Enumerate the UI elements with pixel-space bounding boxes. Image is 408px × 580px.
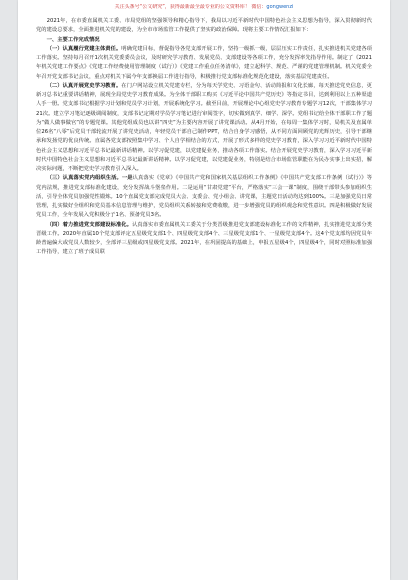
wechat-link[interactable]: gongwenzi [266,4,294,10]
subheading-4: （四）着力推进党支部建设标准化。 [46,221,132,228]
body-1: 明确党建目标，督促指导各党支部开展工作，坚持一级抓一级，层层压实工作责任，扎实推进机关党建各项工作落实。坚持每月召开1次机关党委委员会议，及时研究学习教育、发展党员、支部建设等各项工作，充分发挥率先指导作用。制定了《2021年机关党建工作要点》《党建工作经费使用管理制度（试行）》《党建工作重点任务清单》，建立起科学、规范、严谨的党建管理机制。机关党委全年召开党支部书记会议，重点对机关下属今年支部换届工作进行指导，积极推行党支部标准化规范化建设，落实基层党建责任。 [36,45,372,80]
paragraph-branch-standardization [36,221,372,258]
subheading-2: （二）认真开展党史学习教育。 [46,82,122,89]
promo-banner [36,4,372,11]
intro-paragraph: 2021年，在市委直属机关工委、市局党组的坚强领导和精心指导下，我局以习近平新时代中国特色社会主义思想为指导，深入贯彻新时代党的建设总要求，全面推进机关党的建设，为全市市场监管工作提供了坚实的政治保障。现将主要工作情况汇报如下： [36,18,372,34]
subheading-1: （一）认真履行党建主体责任。 [46,45,122,52]
section-heading-1: 一、主要工作完成情况 [46,36,100,43]
body-3: 认真落实《党章》《中国共产党和国家机关基层组织工作条例》《中国共产党支部工作条例（试行）》等党内法规，推进党支部标准化建设，充分发挥战斗堡垒作用。二是运用“甘肃党建”平台，严格落实“三会一课”制度，围绕干部带头参加组织生活，引导全体党员加强党性锻炼。10个直属党支部完成党员大会、支委会、党小组会、讲党课，主题党日活动均达到100%。三是加强党员日常管理，扎实做好全组织和党员基本信息管理与维护，党员组织关系转接和党费收缴，进一步增强党员的组织观念和党性意识。四是积极做好发展党员工作，全年发展入党积极分子1名、预备党员3名。 [36,175,372,219]
body-2: 在门户网站设立机关党建专栏，分为每天学党史、习语金句、活动简报和文化长廊，每天推送党史信息，更新习总书记重要讲话精神，展现全局党史学习教育成果。为全体干部职工购买《习近平论中国共产党历史》等指定书目，达到利用以上五种渠道人手一册。党支部书记根据学习计划和党员学习计划，开展系统化学习。截至目前，开展理论中心组党史学习教育专题学习12次，干部集体学习21次。建立学习笔记逐级调阅制度，支部书记定期对学员学习笔记进行审阅签字，切实做到真学、细学、深学。党组书记给全体干部职工作了题为“做人做事做官”的专题党课。其他党组成员也以讲“四史”为主要内容开展了讲党课活动。从4月开始，在每周一集体学习时，局机关及直属单位26名“八零”后党员干部轮流开展了讲党史活动，年轻党员干部自己制作PPT，结合自身学习感悟，从不同方面回顾党的光辉历史，引导干部继承和发扬党的优良传统。直属各党支部按照集中学习、个人自学相结合的方式，开展了形式多样的党史学习教育，深入学习习近平新时代中国特色社会主义思想和习近平总书记最新讲话精神。以学习促党建，以党建促业务，推动各项工作落实。结合开展党史学习教育，深入学习习近平新时代中国特色社会主义思想和习近平总书记最新讲话精神。以学习促党建，以党建促业务，特别是结合市场监管职能在为民办实事上出实招，解决实际问题，不断把党史学习教育引入深入。 [36,82,372,172]
paragraph-party-history [36,82,372,175]
paragraph-party-responsibility [36,45,372,82]
lead-3: 一是 [121,175,133,182]
subheading-3: （三）认真落实党内组织生活。 [46,175,122,182]
body-4: 认真落实市委直属机关工委关于分类晋级推进党支部建设标准化工作的文件精神，扎实推进党支部分类晋级工作。2020年直属10个党支部评定五星级党支部1个、四星级党支部4个、三星级党支部1个、一星级党支部4个。这4个党支部均因党员年龄普遍偏大或党员人数较少，全部评三星级或四星级党支部。2021年，在巩固提高的基础上，申报五星级4个，四星级4个，同时对照标准加强工作指导，建立了班子成员联 [36,221,372,256]
promo-banner-text: 关注头条号“公文研究”，获得最新最全最专业的公文资料库！ 微信： [114,4,267,10]
document-page [18,0,390,580]
paragraph-organization-life [36,174,372,220]
